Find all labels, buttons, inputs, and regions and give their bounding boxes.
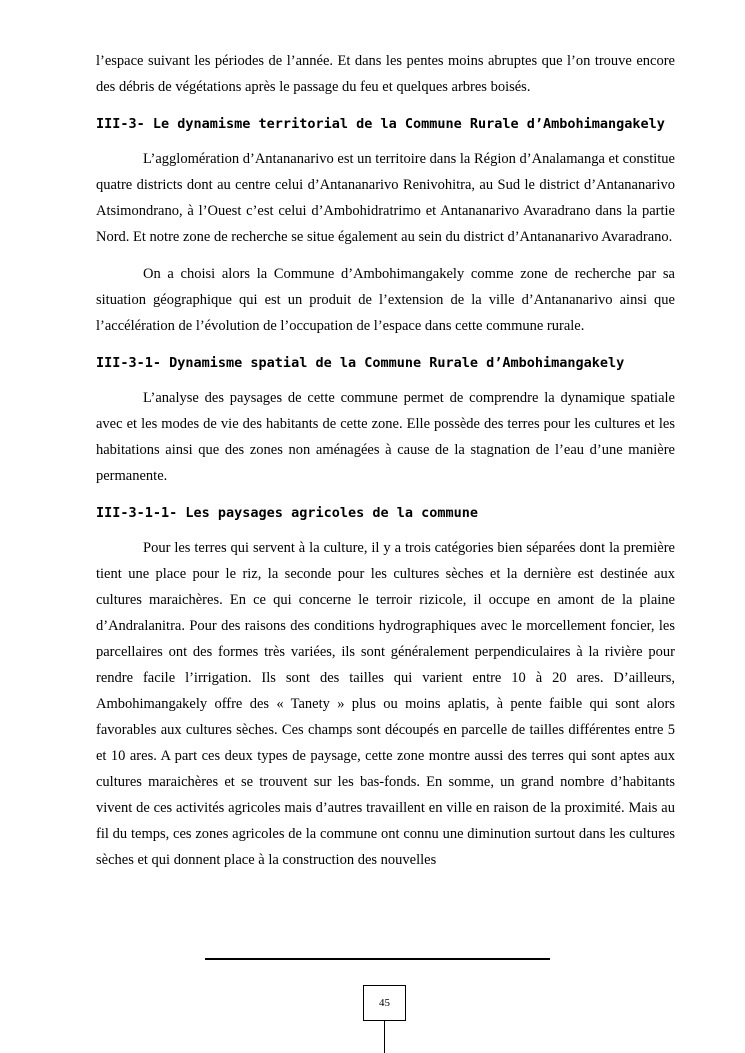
paragraph-continuation: l’espace suivant les périodes de l’année. Et dans les pentes moins abruptes que l’on trouve encore des débris de végétations après le passage du feu et quelques arbres boisés. xyxy=(96,53,675,95)
footer-separator-line xyxy=(205,958,550,960)
paragraph-terres-cultures: Pour les terres qui servent à la culture, il y a trois catégories bien séparées dont la première tient une place pour le riz, la seconde pour les cultures sèches et la dernière est destinée aux cultures maraichères. En ce qui concerne le terroir rizicole, il occupe en amont de la plaine d’Andralanitra. Pour des raisons des conditions hydrographiques avec le morcellement foncier, les parcellaires ont des formes très variées, ils sont généralement perpendiculaires à la rivière pour rendre facile l’irrigation. Ils sont des tailles qui varient entre 10 à 20 ares. D’ailleurs, Ambohimangakely offre des « Tanety » plus ou moins aplatis, à pente faible qui sont alors favorables aux cultures sèches. Ces champs sont découpés en parcelle de tailles différentes entre 5 et 10 ares. A part ces deux types de paysage, cette zone montre aussi des terres qui sont aptes aux cultures maraichères et se trouvent sur les bas-fonds. En somme, un grand nombre d’habitants vivent de ces activités agricoles mais d’autres travaillent en ville en raison de la proximité. Mais au fil du temps, ces zones agricoles de la commune ont connu une diminution surtout dans les cultures sèches et qui donnent place à la construction des nouvelles xyxy=(96,540,675,868)
paragraph-analyse-paysages: L’analyse des paysages de cette commune permet de comprendre la dynamique spatiale avec et les modes de vie des habitants de cette zone. Elle possède des terres pour les cultures et les habitations ainsi que des zones non aménagées à cause de la stagnation de l’eau d’une manière permanente. xyxy=(96,390,675,484)
paragraph-choix-commune: On a choisi alors la Commune d’Ambohimangakely comme zone de recherche par sa situation géographique qui est un produit de l’extension de la ville d’Antananarivo ainsi que l’accélération de l’évolution de l’occupation de l’espace dans cette commune rurale. xyxy=(96,266,675,334)
paragraph-agglomeration: L’agglomération d’Antananarivo est un territoire dans la Région d’Analamanga et constitue quatre districts dont au centre celui d’Antananarivo Renivohitra, au Sud le district d’Antananarivo Atsimondrano, à l’Ouest c’est celui d’Ambohidratrimo et Antananarivo Avaradrano dans la partie Nord. Et notre zone de recherche se situe également au sein du district d’Antananarivo Avaradrano. xyxy=(96,151,675,245)
page-number-box xyxy=(363,985,406,1021)
page-number: 45 xyxy=(379,997,390,1009)
section-heading-III-3: III-3- Le dynamisme territorial de la Commune Rurale d’Ambohimangakely xyxy=(96,116,665,132)
page-body-text xyxy=(96,48,675,884)
section-heading-III-3-1-1: III-3-1-1- Les paysages agricoles de la commune xyxy=(96,505,479,521)
section-heading-III-3-1: III-3-1- Dynamisme spatial de la Commune Rurale d’Ambohimangakely xyxy=(96,355,625,371)
footer-vertical-line xyxy=(384,1021,385,1053)
